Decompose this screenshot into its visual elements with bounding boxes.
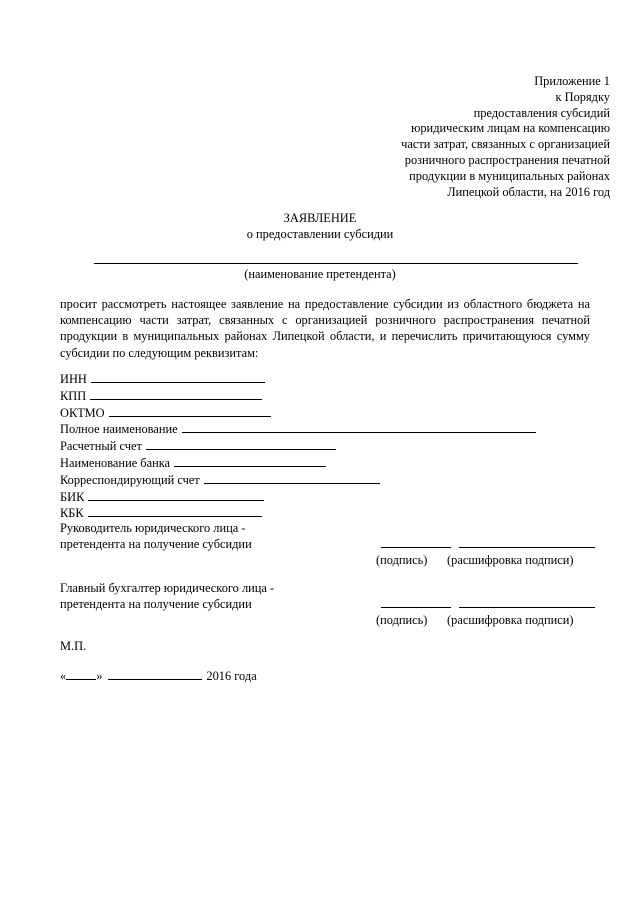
appendix-line: части затрат, связанных с организацией [401,137,610,152]
head-title-line1: Руководитель юридического лица - [60,521,246,535]
detail-row-bank [60,455,580,472]
date-line [60,668,257,684]
head-title-line2: претендента на получение субсидии [60,537,252,551]
appendix-line: Приложение 1 [534,74,610,88]
accountant-decoding-field[interactable] [459,607,595,608]
appendix-line: юридическим лицам на компенсацию [411,121,610,136]
accountant-title-line1: Главный бухгалтер юридического лица - [60,581,275,595]
detail-row-account [60,438,580,455]
bank-label: Наименование банка [60,455,171,470]
bik-field[interactable] [88,489,264,501]
inn-field[interactable] [91,371,265,383]
seal-label: М.П. [60,639,87,653]
accountant-signature-block [60,580,595,630]
appendix-header [401,74,610,200]
appendix-line: предоставления субсидий [473,105,610,120]
detail-row-full-name [60,421,580,438]
day-field[interactable] [66,668,96,680]
accountant-title-line2: претендента на получение субсидии [60,597,252,611]
bik-label: БИК [60,489,85,504]
signature-caption: (подпись) [376,613,428,627]
bank-field[interactable] [174,455,326,467]
corr-account-label: Корреспондирующий счет [60,472,200,487]
head-decoding-field[interactable] [459,547,595,548]
appendix-line: Липецкой области, на 2016 год [447,184,610,199]
detail-row-inn [60,371,580,388]
oktmo-field[interactable] [109,405,271,417]
date-open-quote: « [60,669,67,683]
appendix-line: к Порядку [555,89,610,104]
request-text: просит рассмотреть настоящее заявление на предоставление субсидии из областного бюджета на компенсацию части затрат, связанных с организацией розничного распространения печатной продукции в муниципальных районах Липецкой области, и перечислить причитающуюся сумму субсидии по следующим реквизитам: [60,297,590,360]
date-close-quote: » [96,669,103,683]
title-heading: ЗАЯВЛЕНИЕ [283,211,357,225]
kbk-label: КБК [60,506,84,521]
appendix-line: продукции в муниципальных районах [409,168,610,183]
month-field[interactable] [108,668,202,680]
oktmo-label: ОКТМО [60,405,105,420]
detail-row-oktmo [60,405,580,422]
detail-row-kpp [60,388,580,405]
appendix-line: розничного распространения печатной [404,152,610,167]
applicant-name-caption: (наименование претендента) [244,267,396,281]
bank-details [60,371,580,522]
decoding-caption: (расшифровка подписи) [447,613,574,627]
date-suffix: 2016 года [206,669,257,683]
decoding-caption: (расшифровка подписи) [447,553,574,567]
applicant-name-line[interactable] [94,263,578,264]
corr-account-field[interactable] [204,472,380,484]
inn-label: ИНН [60,372,87,386]
signature-caption: (подпись) [376,553,428,567]
detail-row-corr-account [60,472,580,489]
full-name-field[interactable] [182,421,536,433]
head-signature-field[interactable] [381,547,451,548]
title-subheading: о предоставлении субсидии [246,227,394,241]
account-field[interactable] [146,438,336,450]
kbk-field[interactable] [88,505,262,517]
head-signature-block [60,520,595,570]
account-label: Расчетный счет [60,439,142,454]
detail-row-bik [60,489,580,506]
full-name-label: Полное наименование [60,422,178,437]
kpp-field[interactable] [90,388,262,400]
kpp-label: КПП [60,388,87,403]
document-title [0,210,640,242]
accountant-signature-field[interactable] [381,607,451,608]
